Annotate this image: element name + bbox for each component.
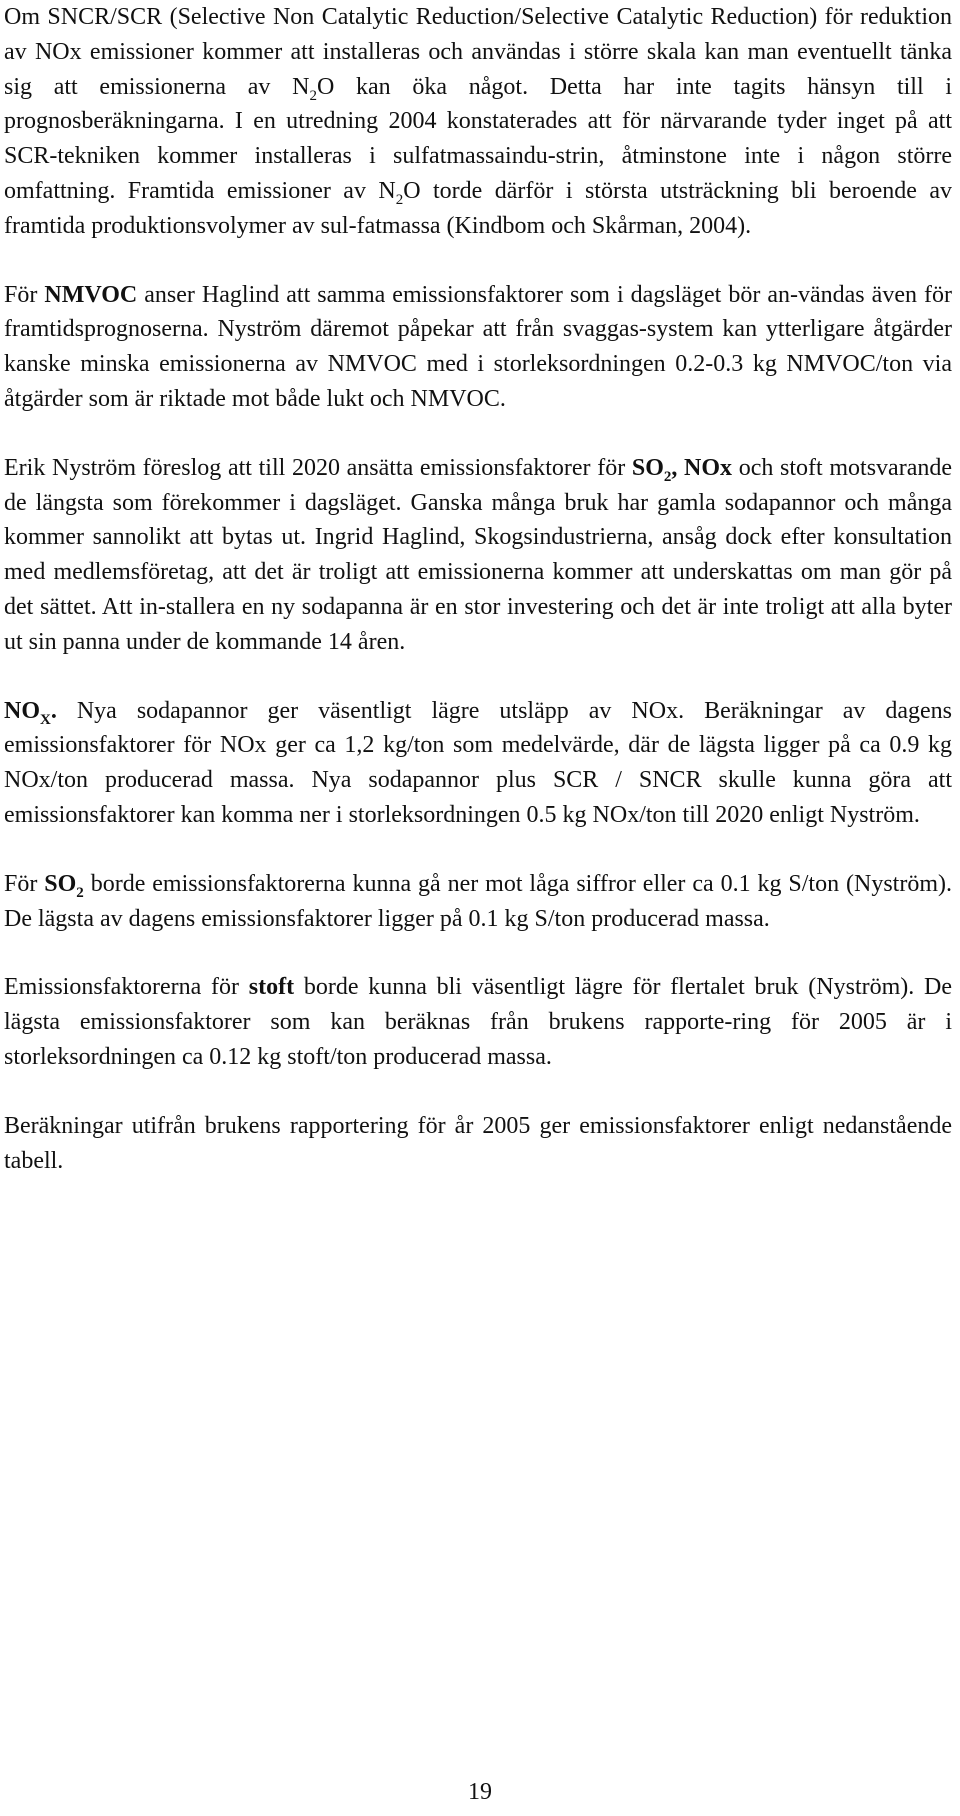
paragraph-nox	[4, 694, 952, 833]
text: och stoft motsvarande de längsta som förekommer i dagsläget. Ganska många bruk har gamla sodapannor och många kommer sannolikt att bytas ut. Ingrid Haglind, Skogsindustrierna, ansåg dock efter konsultation med medlemsföretag, att det är troligt att emissionerna kommer att underskattas om man gör på det sättet. Att in-stallera en ny sodapanna är en stor investering och det är inte troligt att alla byter ut sin panna under de kommande 14 åren.	[4, 454, 953, 655]
text: Erik Nyström föreslog att till 2020 ansätta emissionsfaktorer för	[4, 454, 632, 481]
bold-term	[4, 697, 57, 728]
bold-text: SO	[631, 454, 664, 481]
paragraph-calculations	[4, 1109, 952, 1179]
bold-term	[631, 454, 733, 485]
text: O torde därför i största utsträckning bli beroende av framtida produktionsvolymer av sul-fatmassa (Kindbom och Skårman, 2004).	[4, 177, 952, 239]
text: anser Haglind att samma emissionsfaktorer som i dagsläget bör an-vändas även för framtidsprognoserna. Nyström däremot påpekar att från svaggas-system kan ytterligare åtgärder kanske minska emissionerna av NMVOC med i storleksordningen 0.2-0.3 kg NMVOC/ton via åtgärder som är riktade mot både lukt och NMVOC.	[4, 281, 952, 412]
bold-text: .	[50, 697, 57, 724]
text: För	[4, 281, 45, 308]
paragraph-nmvoc	[4, 278, 952, 417]
subscript: 2	[395, 191, 404, 208]
bold-term: stoft	[248, 974, 295, 1001]
subscript: X	[40, 711, 51, 728]
bold-text: , NOx	[671, 454, 733, 481]
text: Beräkningar utifrån brukens rapportering för år 2005 ger emissionsfaktorer enligt nedanstående tabell.	[4, 1112, 952, 1174]
text: O kan öka något. Detta har inte tagits hänsyn till i prognosberäkningarna. I en utredning 2004 konstaterades att för närvarande tyder inget på att SCR-tekniken kommer installeras i sulfatmassaindu-strin, åtminstone inte i någon större omfattning. Framtida emissioner av N	[4, 73, 952, 204]
text: borde kunna bli väsentligt lägre för flertalet bruk (Nyström). De lägsta emissionsfaktorer som kan beräknas från brukens rapporte-ring för 2005 är i storleksordningen ca 0.12 kg stoft/ton producerad massa.	[4, 974, 952, 1070]
subscript: 2	[76, 884, 84, 901]
bold-text: SO	[44, 870, 77, 897]
text: För	[4, 870, 45, 897]
text: borde emissionsfaktorerna kunna gå ner mot låga siffror eller ca 0.1 kg S/ton (Nyström). De lägsta av dagens emissionsfaktorer ligger på 0.1 kg S/ton producerad massa.	[4, 870, 953, 932]
page-number: 19	[468, 1779, 492, 1805]
bold-text: NO	[4, 697, 40, 724]
text: Nya sodapannor ger väsentligt lägre utsläpp av NOx. Beräkningar av dagens emissionsfaktorer för NOx ger ca 1,2 kg/ton som medelvärde, där de lägsta ligger på ca 0.9 kg NOx/ton producerad massa. Nya sodapannor plus SCR / SNCR skulle kunna göra att emissionsfaktorer kan komma ner i storleksordningen 0.5 kg NOx/ton till 2020 enligt Nyström.	[4, 697, 952, 828]
paragraph-emission-factors-2020	[4, 451, 952, 660]
bold-term	[44, 870, 84, 901]
text: Emissionsfaktorerna för	[4, 974, 249, 1001]
text: Om SNCR/SCR (Selective Non Catalytic Reduction/Selective Catalytic Reduction) för reduktion av NOx emissioner kommer att installeras och användas i större skala kan man eventuellt tänka sig att emissionerna av N	[4, 4, 952, 100]
paragraph-sncr-scr	[4, 0, 952, 244]
paragraph-stoft	[4, 970, 952, 1074]
subscript: 2	[663, 468, 672, 485]
paragraph-so2	[4, 867, 952, 937]
subscript: 2	[309, 87, 317, 104]
bold-term: NMVOC	[44, 281, 138, 308]
document-body	[4, 0, 952, 1178]
